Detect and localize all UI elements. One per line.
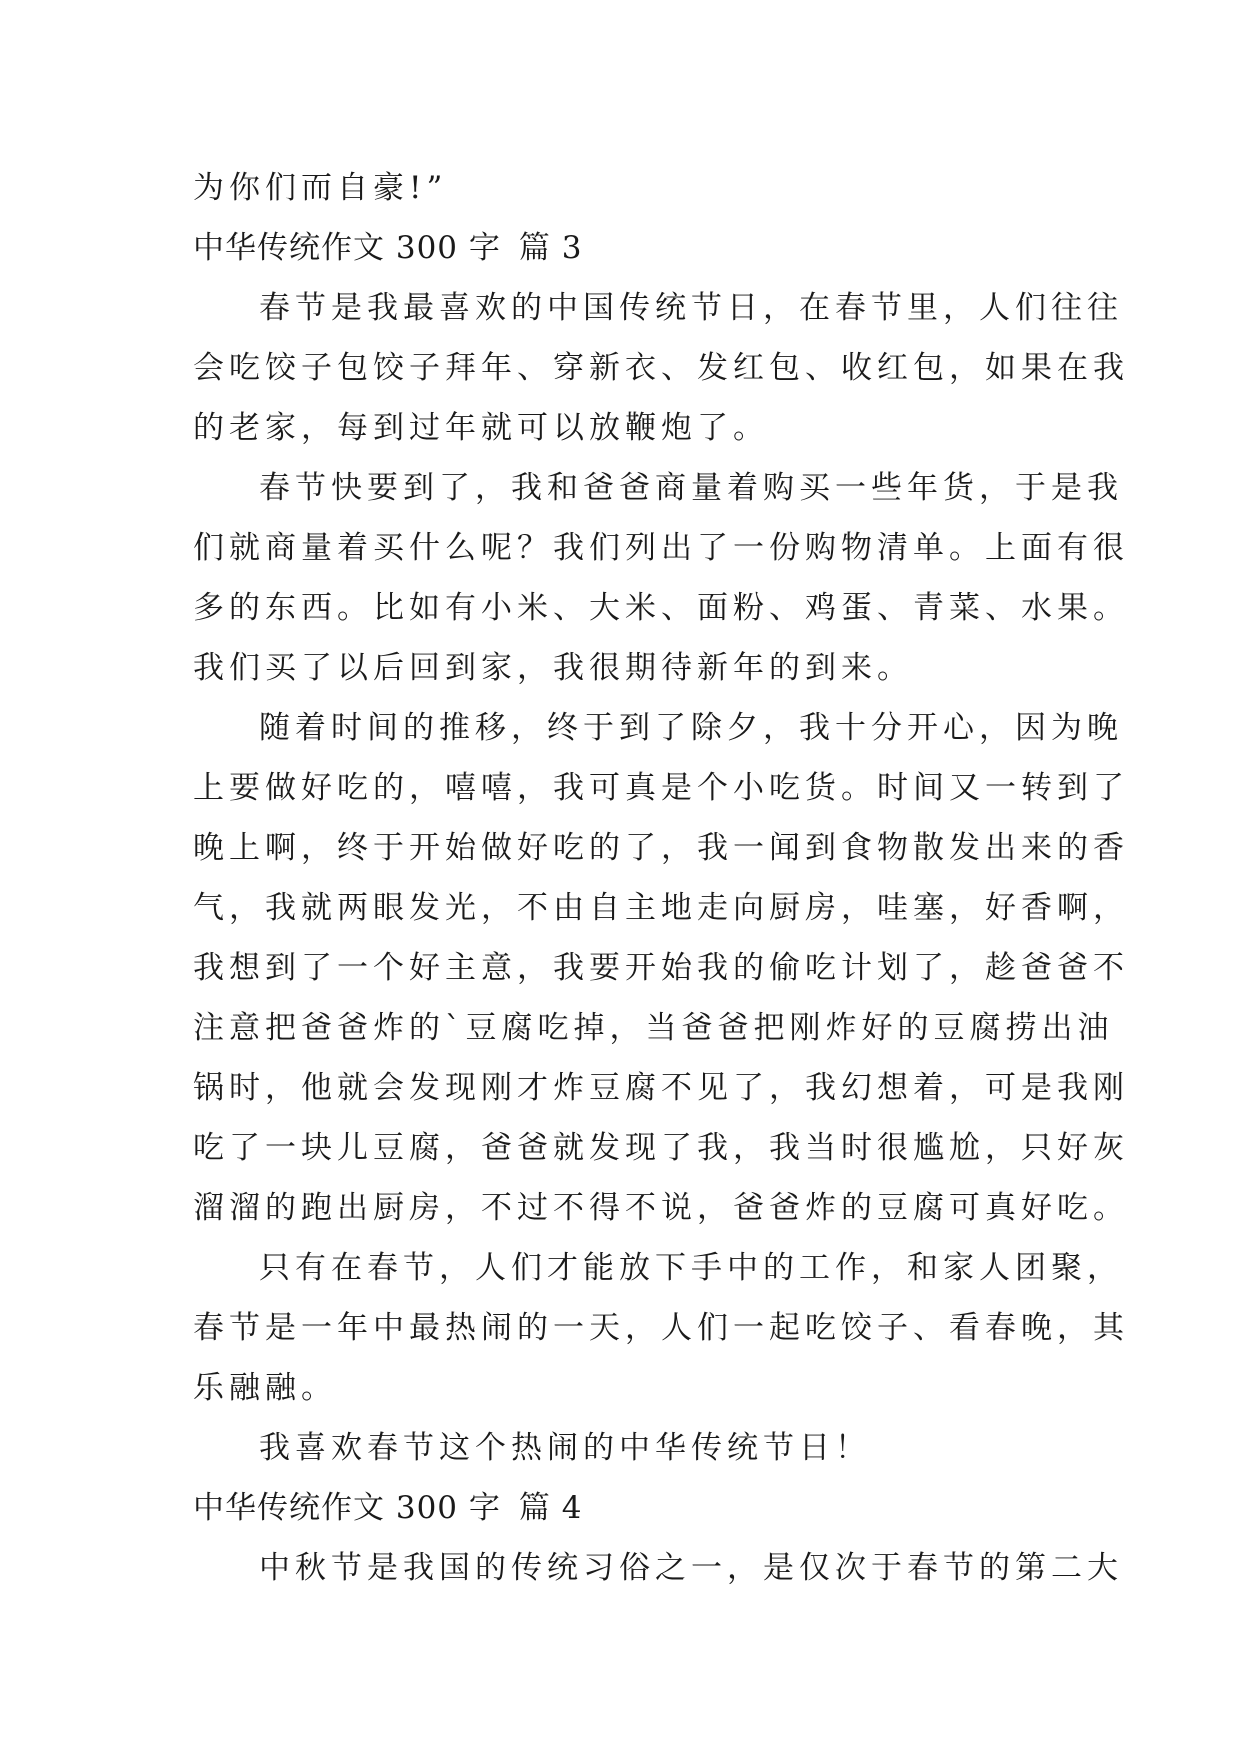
text-line: 会吃饺子包饺子拜年、穿新衣、发红包、收红包，如果在我	[193, 350, 1129, 386]
paragraph	[193, 278, 1129, 458]
text-line: 中秋节是我国的传统习俗之一，是仅次于春节的第二大	[259, 1550, 1123, 1586]
text-line: 多的东西。比如有小米、大米、面粉、鸡蛋、青菜、水果。	[193, 590, 1129, 626]
text-line: 我想到了一个好主意，我要开始我的偷吃计划了，趁爸爸不	[193, 950, 1129, 986]
paragraph	[193, 1538, 1123, 1598]
text-line: 随着时间的推移，终于到了除夕，我十分开心，因为晚	[259, 710, 1123, 746]
text-line: 为你们而自豪!”	[193, 170, 448, 206]
paragraph	[193, 1418, 1063, 1478]
paragraph	[193, 1238, 1129, 1418]
text-line: 春节是一年中最热闹的一天，人们一起吃饺子、看春晚，其	[193, 1310, 1129, 1346]
text-line: 们就商量着买什么呢？我们列出了一份购物清单。上面有很	[193, 530, 1129, 566]
paragraph	[193, 698, 1129, 1238]
text-line: 锅时，他就会发现刚才炸豆腐不见了，我幻想着，可是我刚	[193, 1070, 1129, 1106]
text-line: 乐融融。	[193, 1370, 337, 1406]
section-heading-part: 篇 4	[518, 1490, 583, 1526]
text-line: 我喜欢春节这个热闹的中华传统节日！	[259, 1430, 871, 1466]
text-line: 的老家，每到过年就可以放鞭炮了。	[193, 410, 769, 446]
text-line: 吃了一块儿豆腐，爸爸就发现了我，我当时很尴尬，只好灰	[193, 1130, 1129, 1166]
text-line: 我们买了以后回到家，我很期待新年的到来。	[193, 650, 913, 686]
text-line: 注意把爸爸炸的`豆腐吃掉，当爸爸把刚炸好的豆腐捞出油	[193, 1010, 1114, 1046]
section-heading	[193, 218, 1063, 278]
text-line: 气，我就两眼发光，不由自主地走向厨房，哇塞，好香啊，	[193, 890, 1129, 926]
paragraph-continuation	[193, 158, 1063, 218]
text-line: 溜溜的跑出厨房，不过不得不说，爸爸炸的豆腐可真好吃。	[193, 1190, 1129, 1226]
paragraph	[193, 458, 1129, 698]
text-line: 晚上啊，终于开始做好吃的了，我一闻到食物散发出来的香	[193, 830, 1129, 866]
section-heading-title: 中华传统作文 300 字	[193, 230, 501, 266]
text-line: 春节快要到了，我和爸爸商量着购买一些年货，于是我	[259, 470, 1123, 506]
text-line: 春节是我最喜欢的中国传统节日，在春节里，人们往往	[259, 290, 1123, 326]
text-line: 只有在春节，人们才能放下手中的工作，和家人团聚，	[259, 1250, 1123, 1286]
document-body	[193, 158, 1129, 1598]
section-heading-part: 篇 3	[518, 230, 583, 266]
text-line: 上要做好吃的，嘻嘻，我可真是个小吃货。时间又一转到了	[193, 770, 1129, 806]
section-heading	[193, 1478, 1063, 1538]
section-heading-title: 中华传统作文 300 字	[193, 1490, 501, 1526]
